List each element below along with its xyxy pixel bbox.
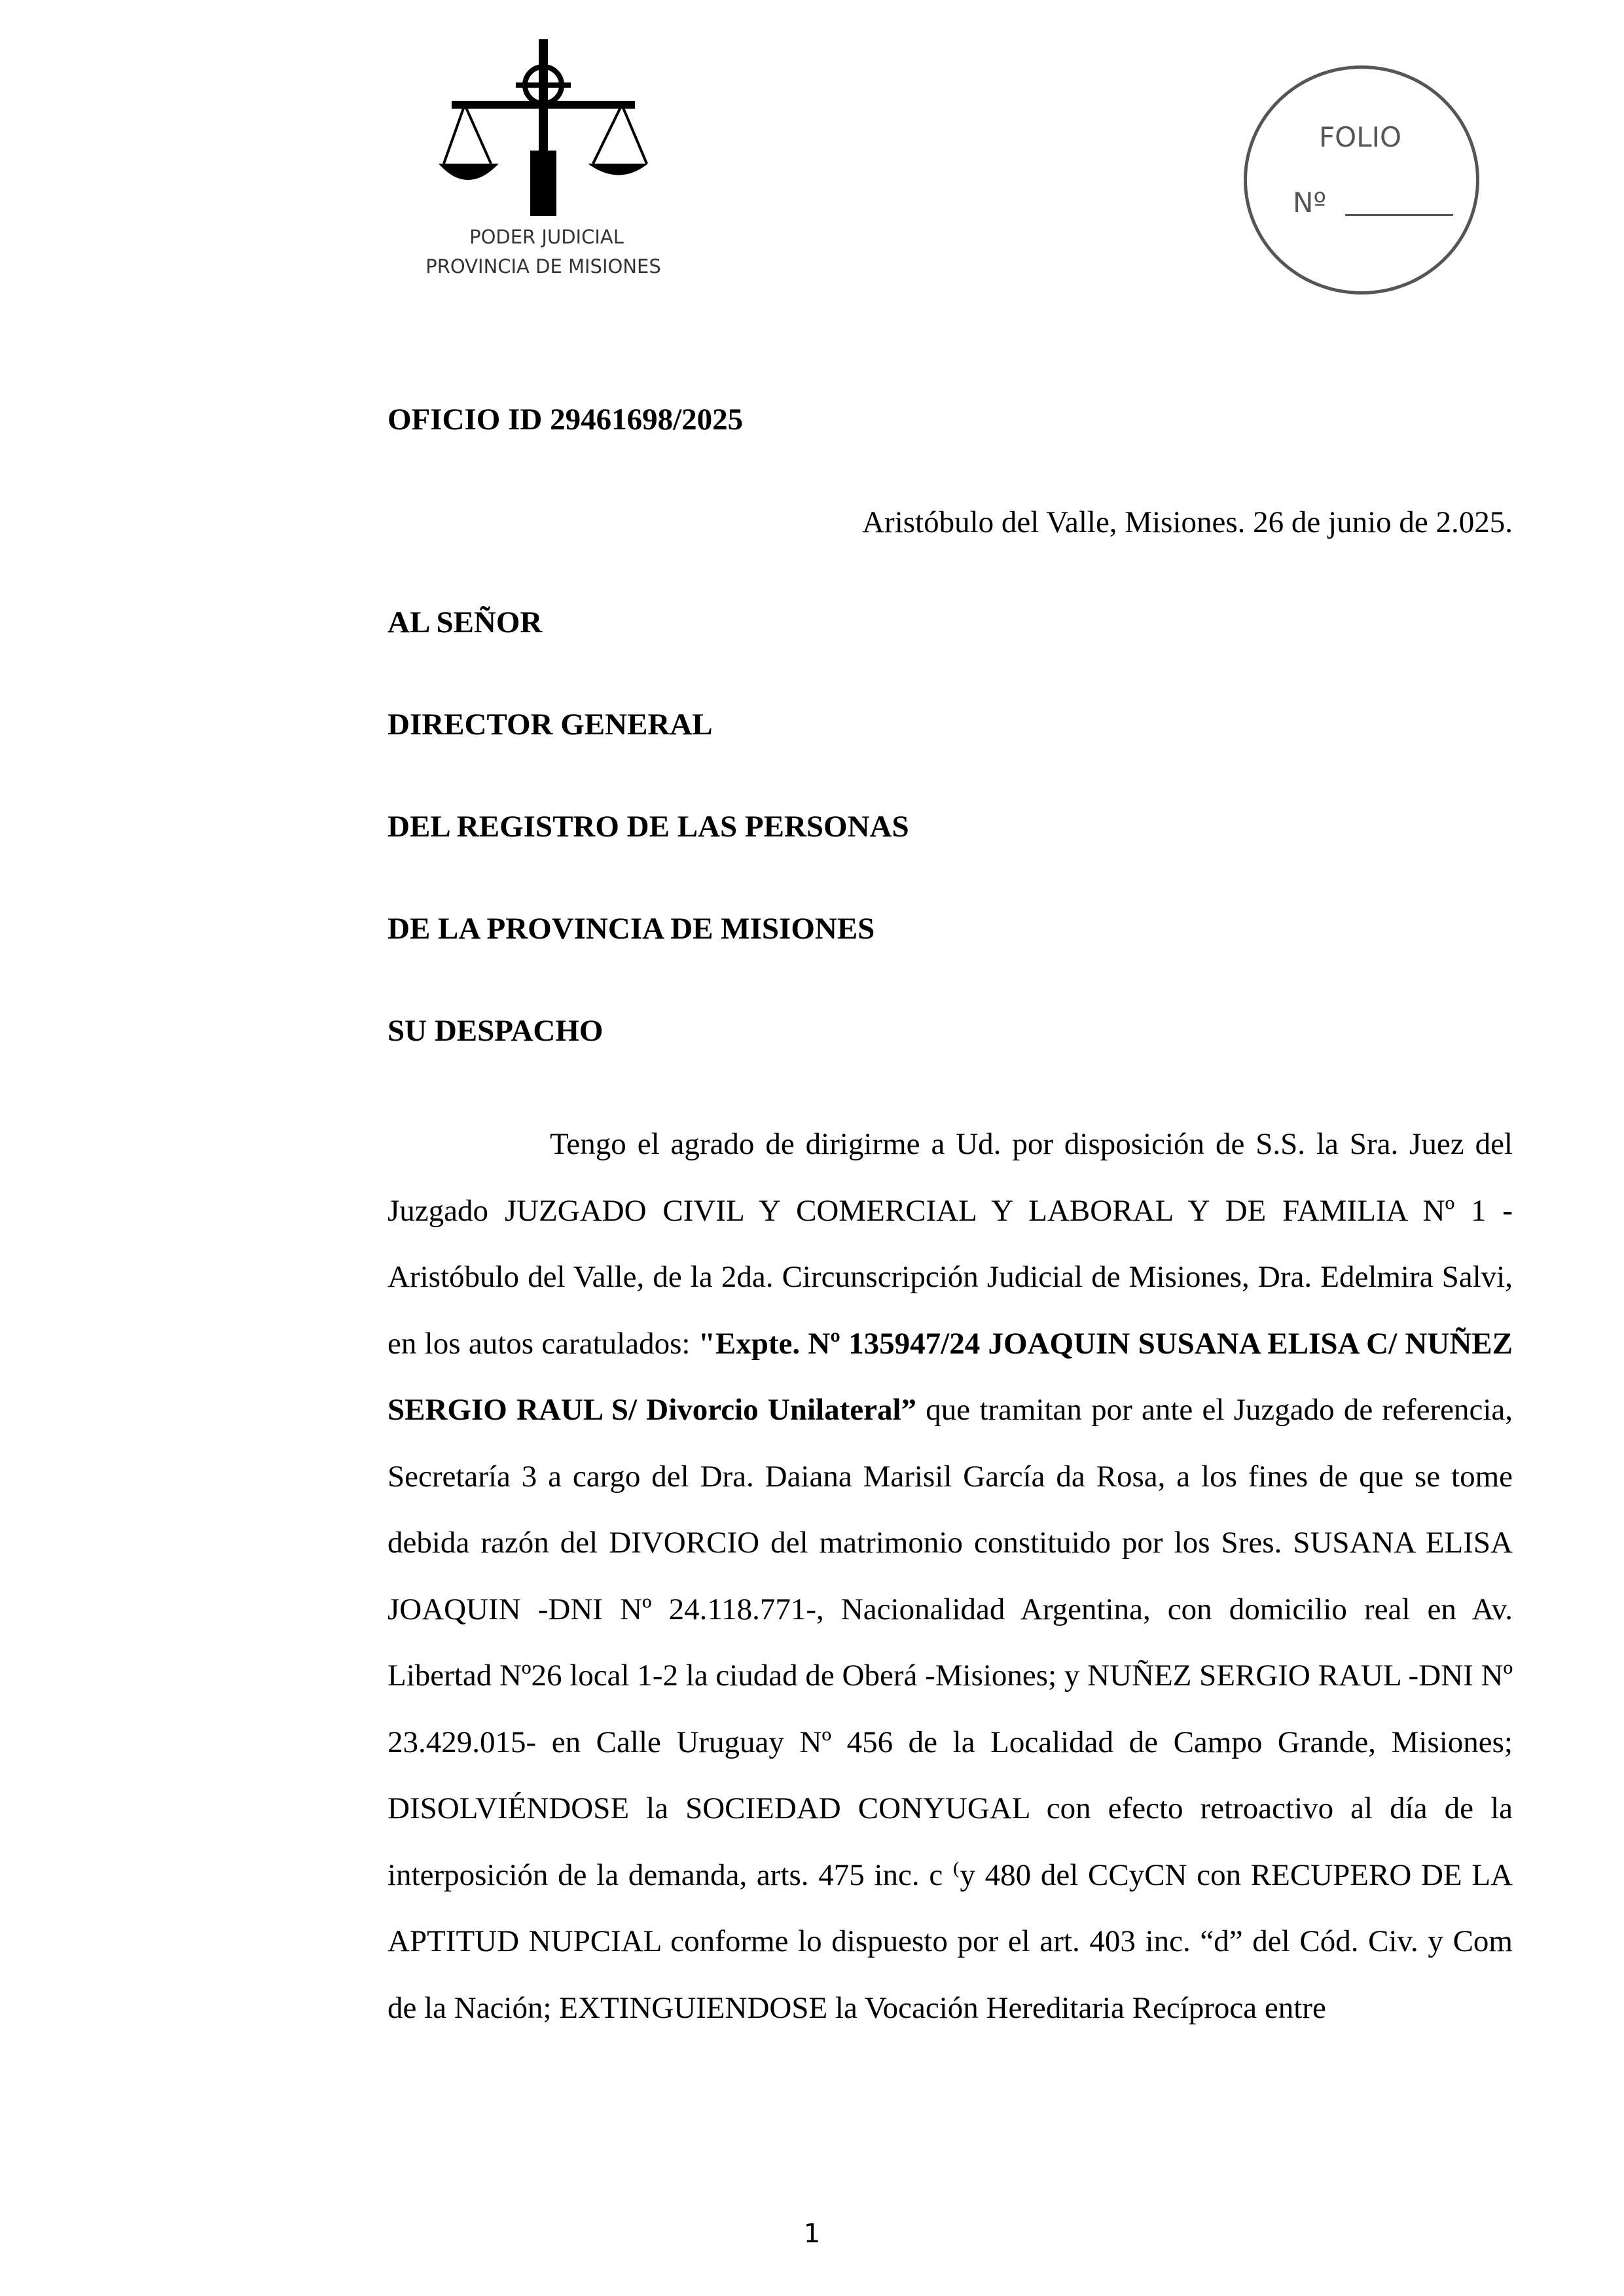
folio-stamp — [1244, 65, 1479, 295]
logo-line-2: PROVINCIA DE MISIONES — [425, 255, 661, 278]
folio-number-blank — [1345, 214, 1453, 216]
body-paragraph — [388, 1111, 1513, 2041]
scales-of-justice-icon — [439, 39, 648, 223]
addressee-line-1: AL SEÑOR — [388, 605, 543, 639]
date-line: Aristóbulo del Valle, Misiones. 26 de junio de 2.025. — [862, 505, 1513, 539]
case-title: "Expte. Nº 135947/24 JOAQUIN SUSANA ELISA C/ NUÑEZ SERGIO RAUL S/ Divorcio Unilateral” — [388, 1326, 1513, 1427]
folio-number-label: Nº — [1293, 187, 1327, 219]
oficio-id: OFICIO ID 29461698/2025 — [388, 403, 744, 437]
folio-label: FOLIO — [1319, 121, 1402, 153]
addressee-line-4: DE LA PROVINCIA DE MISIONES — [388, 912, 875, 946]
poder-judicial-logo — [406, 39, 681, 288]
page-number: 1 — [803, 2219, 821, 2249]
addressee-line-3: DEL REGISTRO DE LAS PERSONAS — [388, 810, 909, 844]
addressee-line-5: SU DESPACHO — [388, 1014, 604, 1048]
addressee-line-2: DIRECTOR GENERAL — [388, 708, 713, 742]
logo-line-1: PODER JUDICIAL — [469, 226, 624, 248]
body-part-1: Tengo el agrado de dirigirme a Ud. por disposición de S.S. la Sra. Juez del Juzgado JUZGADO CIVIL Y COMERCIAL Y LABORAL Y DE FAMILIA Nº 1 - Aristóbulo del Valle, de la 2da. Circunscripción Judicial de Misiones, Dra. Edelmira Salvi, en los autos caratulados: — [388, 1127, 1513, 1361]
body-part-2: que tramitan por ante el Juzgado de referencia, Secretaría 3 a cargo del Dra. Daiana Marisil García da Rosa, a los fines de que se tome debida razón del DIVORCIO del matrimonio constituido por los Sres. SUSANA ELISA JOAQUIN -DNI Nº 24.118.771-, Nacionalidad Argentina, con domicilio real en Av. Libertad Nº26 local 1-2 la ciudad de Oberá -Misiones; y NUÑEZ SERGIO RAUL -DNI Nº 23.429.015- en Calle Uruguay Nº 456 de la Localidad de Campo Grande, Misiones; DISOLVIÉNDOSE la SOCIEDAD CONYUGAL con efecto retroactivo al día de la interposición de la demanda, arts. 475 inc. c ⁽y 480 del CCyCN con RECUPERO DE LA APTITUD NUPCIAL conforme lo dispuesto por el art. 403 inc. “d” del Cód. Civ. y Com de la Nación; EXTINGUIENDOSE la Vocación Hereditaria Recíproca entre — [388, 1393, 1513, 2025]
